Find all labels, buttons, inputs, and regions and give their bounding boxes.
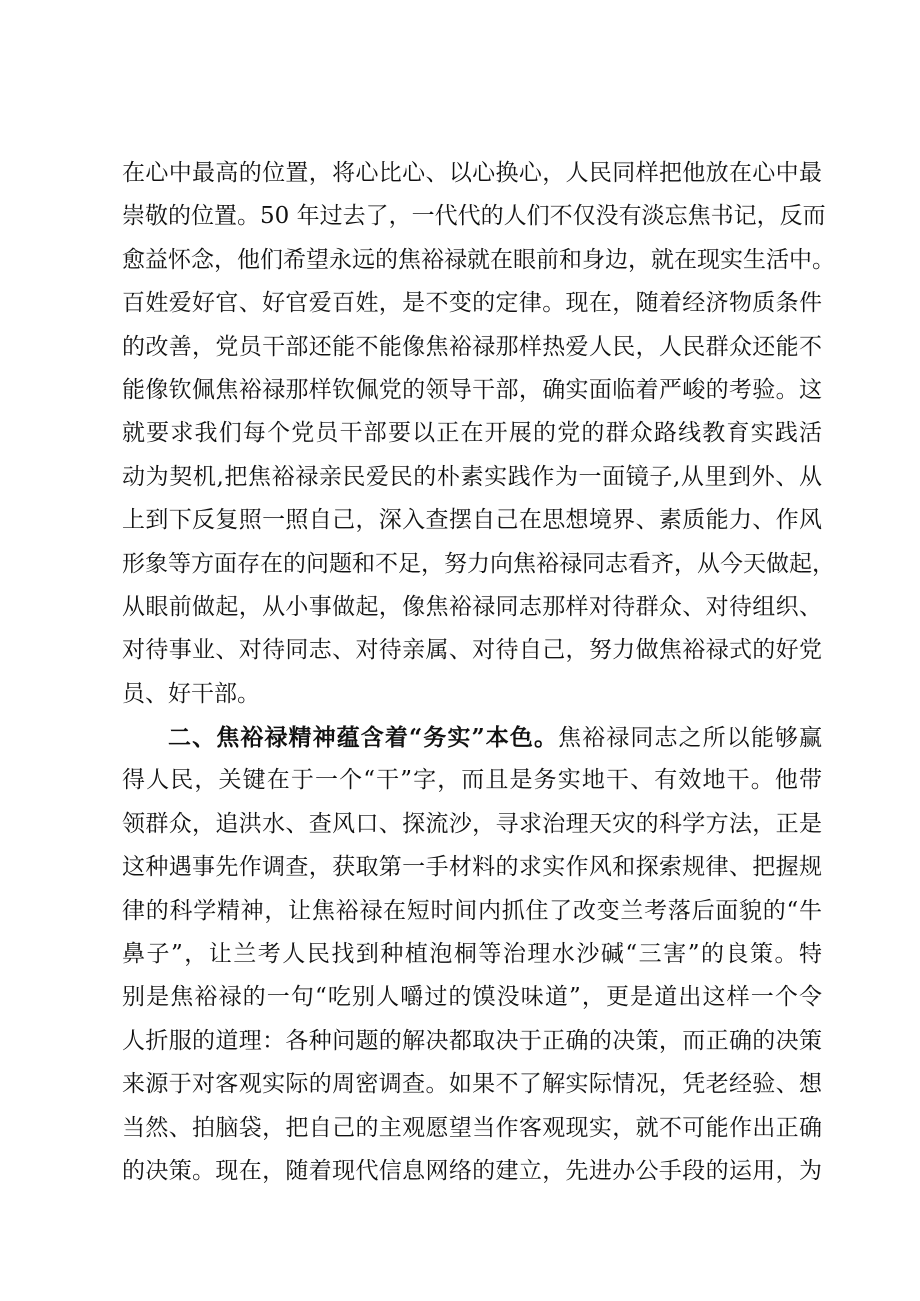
text-line-rest: 焦裕禄同志之所以能够赢	[558, 725, 822, 752]
text-line: 从眼前做起，从小事做起，像焦裕禄同志那样对待群众、对待组织、	[122, 593, 822, 620]
text-line: 得人民，关键在于一个“干”字，而且是务实地干、有效地干。他带	[122, 767, 822, 794]
paragraph-1	[122, 152, 835, 716]
text-line: 领群众，追洪水、查风口、探流沙，寻求治理天灾的科学方法，正是	[122, 810, 822, 837]
text-line: 动为契机,把焦裕禄亲民爱民的朴素实践作为一面镜子,从里到外、从	[122, 463, 822, 490]
text-line: 能像钦佩焦裕禄那样钦佩党的领导干部，确实面临着严峻的考验。这	[122, 376, 822, 403]
text-line: 对待事业、对待同志、对待亲属、对待自己，努力做焦裕禄式的好党	[122, 637, 822, 664]
text-line: 别是焦裕禄的一句“吃别人嚼过的馍没味道”，更是道出这样一个令	[122, 984, 822, 1011]
text-line: 来源于对客观实际的周密调查。如果不了解实际情况，凭老经验、想	[122, 1071, 822, 1098]
paragraph-2	[122, 716, 822, 1193]
text-line: 员、好干部。	[122, 680, 260, 707]
paragraph-2-first-line	[122, 716, 822, 759]
text-line: 当然、拍脑袋，把自己的主观愿望当作客观现实，就不可能作出正确	[122, 1114, 822, 1141]
text-line: 鼻子”，让兰考人民找到种植泡桐等治理水沙碱“三害”的良策。特	[122, 941, 822, 968]
text-line: 人折服的道理：各种问题的解决都取决于正确的决策，而正确的决策	[122, 1027, 822, 1054]
text-line: 律的科学精神，让焦裕禄在短时间内抓住了改变兰考落后面貌的“牛	[122, 897, 822, 924]
text-line: 崇敬的位置。50 年过去了，一代代的人们不仅没有淡忘焦书记，反而	[122, 203, 826, 230]
text-line: 上到下反复照一照自己，深入查摆自己在思想境界、素质能力、作风	[122, 507, 822, 534]
text-line: 这种遇事先作调查，获取第一手材料的求实作风和探索规律、把握规	[122, 854, 822, 881]
body-text	[122, 152, 835, 1193]
text-line: 就要求我们每个党员干部要以正在开展的党的群众路线教育实践活	[122, 420, 822, 447]
section-heading: 二、焦裕禄精神蕴含着“务实”本色。	[168, 724, 559, 752]
text-line: 在心中最高的位置，将心比心、以心换心，人民同样把他放在心中最	[122, 160, 822, 186]
text-line: 的决策。现在，随着现代信息网络的建立，先进办公手段的运用，为	[122, 1157, 822, 1184]
text-line: 的改善，党员干部还能不能像焦裕禄那样热爱人民，人民群众还能不	[122, 333, 822, 360]
text-line: 形象等方面存在的问题和不足，努力向焦裕禄同志看齐，从今天做起，	[122, 550, 835, 577]
text-line: 愈益怀念，他们希望永远的焦裕禄就在眼前和身边，就在现实生活中。	[122, 246, 835, 273]
text-line: 百姓爱好官、好官爱百姓，是不变的定律。现在，随着经济物质条件	[122, 290, 822, 317]
